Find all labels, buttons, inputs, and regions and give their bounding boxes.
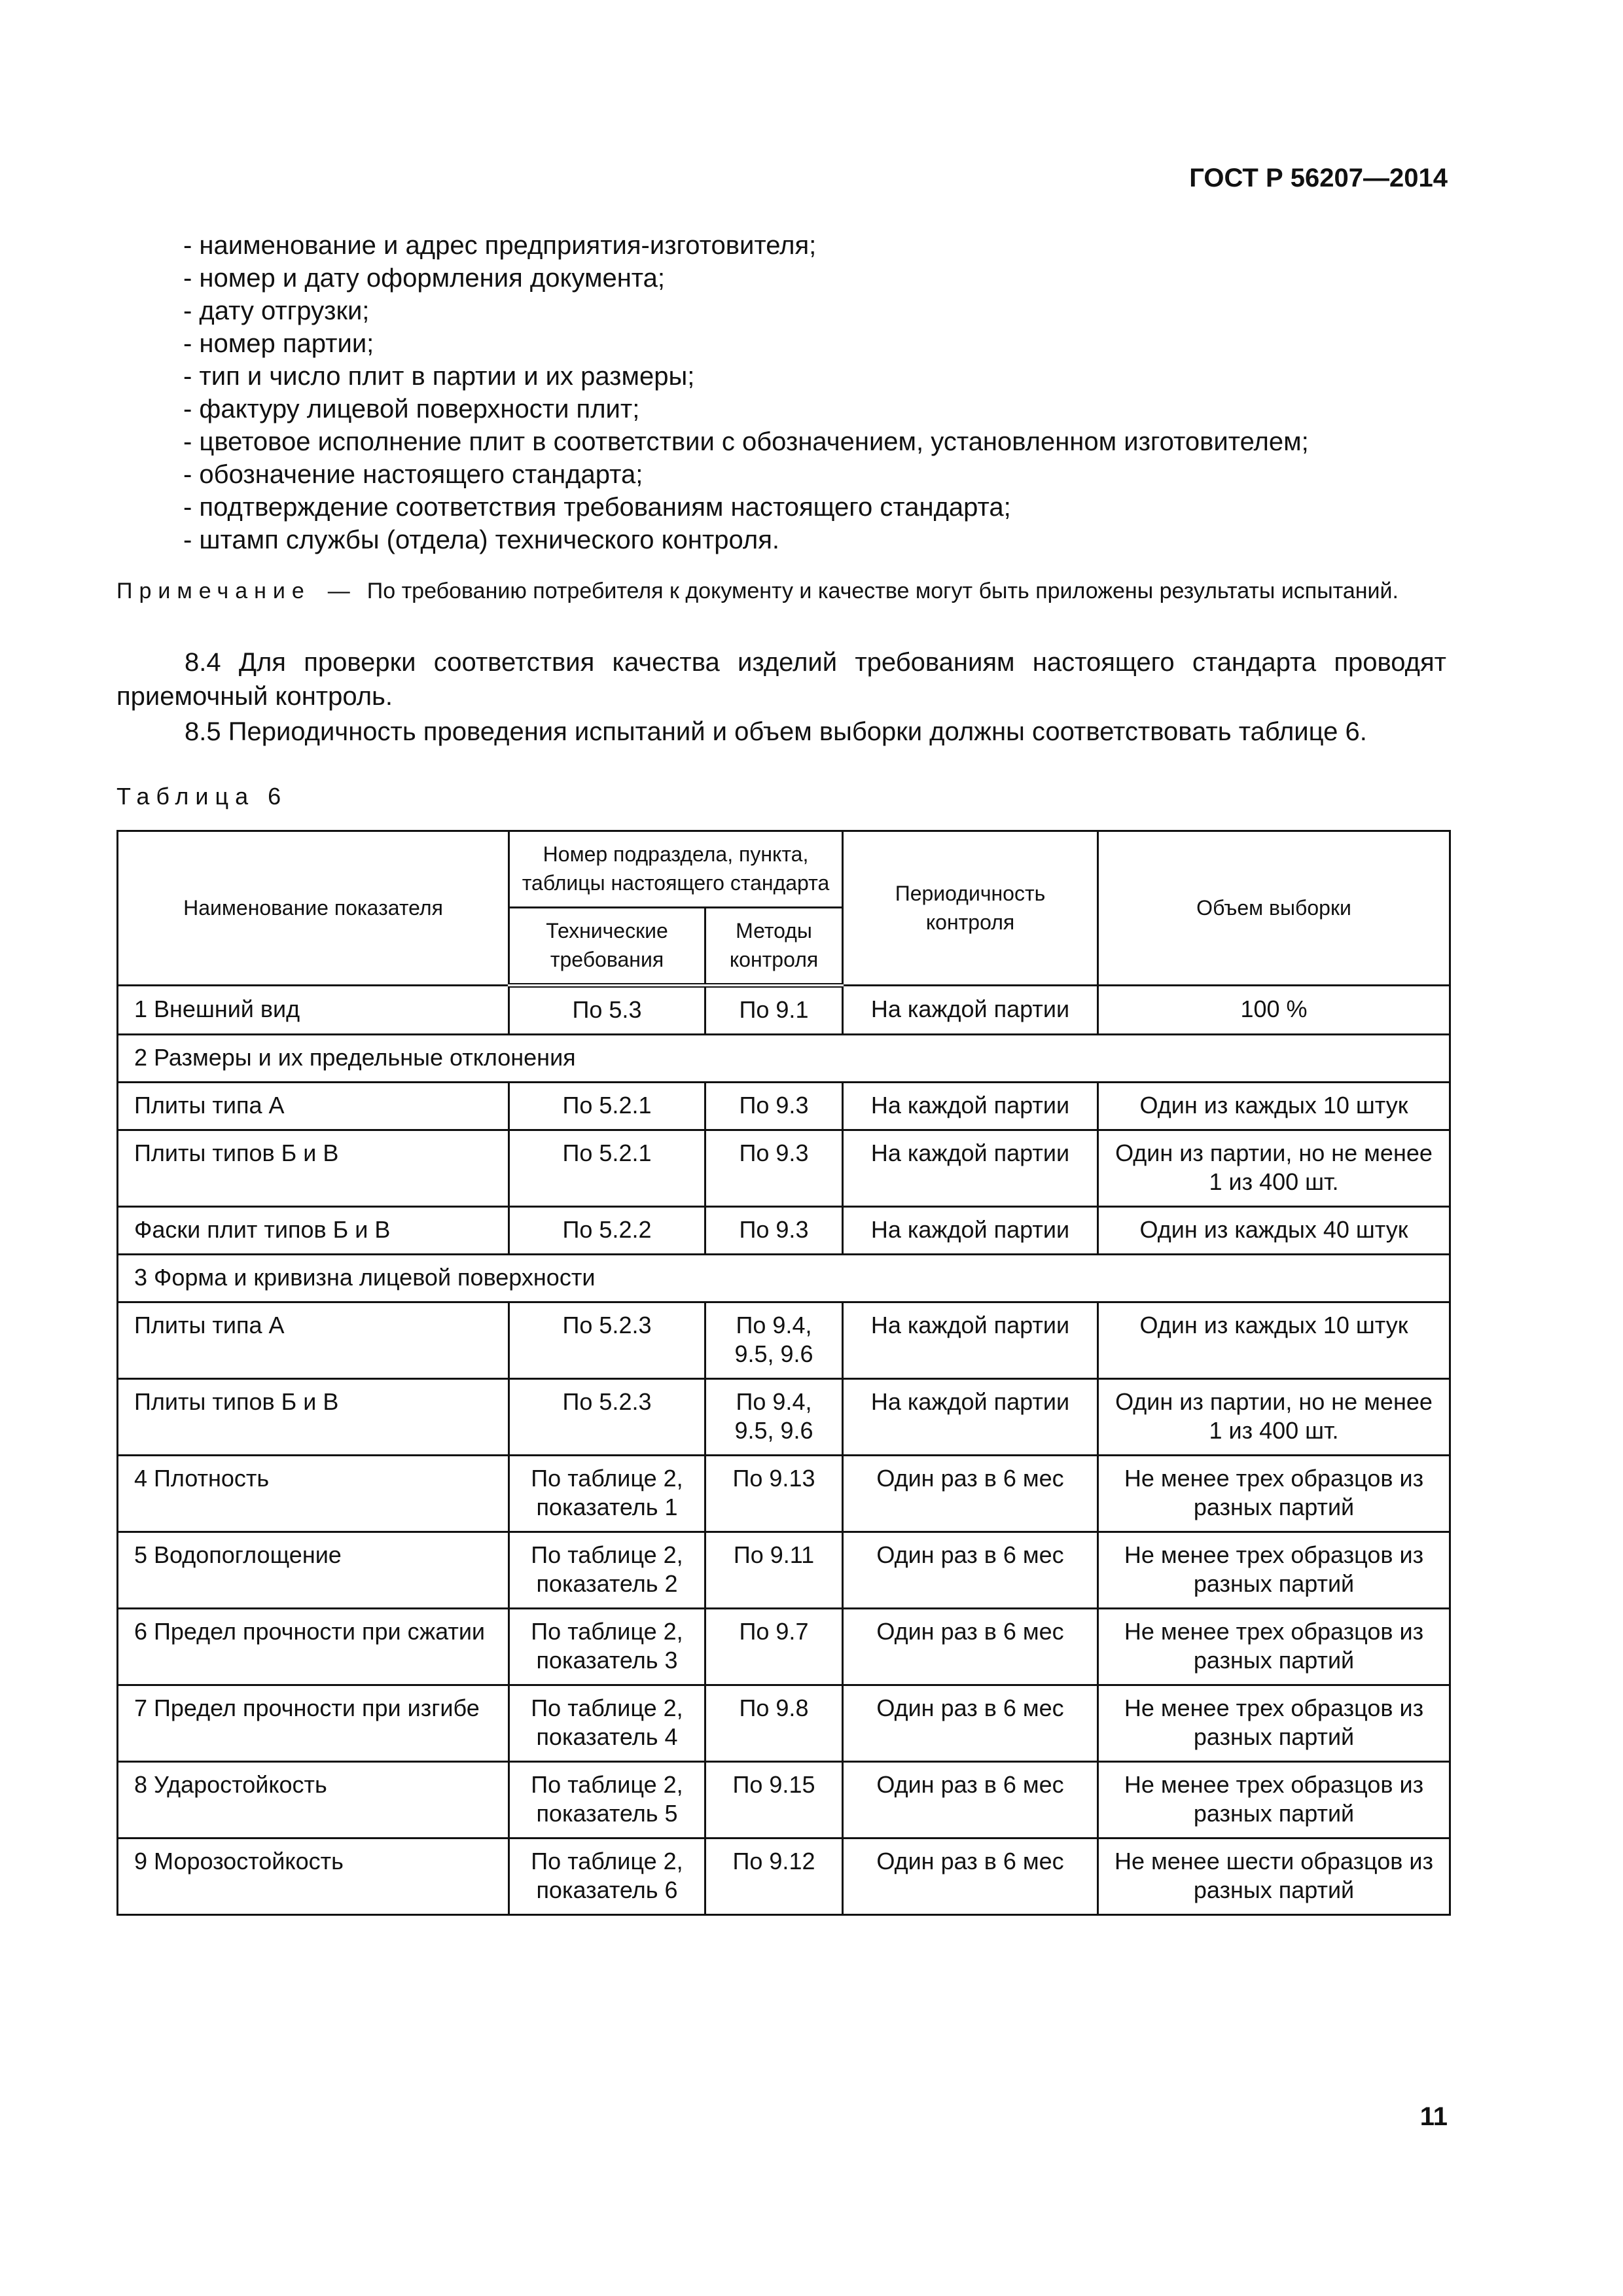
cell-indicator: 7 Предел прочности при изгибе [118, 1685, 509, 1762]
cell-tech: По 5.3 [509, 986, 705, 1035]
cell-method: По 9.1 [705, 986, 843, 1035]
cell-indicator: Плиты типов Б и В [118, 1379, 509, 1456]
cell-indicator: Плиты типа А [118, 1302, 509, 1379]
cell-tech: По таблице 2, показатель 5 [509, 1762, 705, 1839]
cell-period: Один раз в 6 мес [843, 1609, 1098, 1685]
cell-sample: Один из партии, но не менее 1 из 400 шт. [1098, 1379, 1450, 1456]
header-technical-requirements: Технические требования [509, 908, 705, 986]
cell-group-title: 2 Размеры и их предельные отклонения [118, 1035, 1450, 1083]
cell-indicator: Фаски плит типов Б и В [118, 1207, 509, 1255]
cell-tech: По таблице 2, показатель 6 [509, 1839, 705, 1915]
cell-method: По 9.4, 9.5, 9.6 [705, 1302, 843, 1379]
cell-period: На каждой партии [843, 1302, 1098, 1379]
page-number: 11 [1419, 2102, 1448, 2131]
cell-period: Один раз в 6 мес [843, 1685, 1098, 1762]
table-row [118, 1379, 1450, 1456]
cell-indicator: Плиты типов Б и В [118, 1130, 509, 1207]
cell-indicator: 9 Морозостойкость [118, 1839, 509, 1915]
table-row [118, 1302, 1450, 1379]
cell-tech: По 5.2.3 [509, 1379, 705, 1456]
testing-frequency-table [116, 830, 1451, 1916]
table-row [118, 1762, 1450, 1839]
table-row [118, 1685, 1450, 1762]
cell-sample: Не менее трех образцов из разных партий [1098, 1532, 1450, 1609]
cell-indicator: Плиты типа А [118, 1083, 509, 1130]
cell-indicator: 6 Предел прочности при сжатии [118, 1609, 509, 1685]
table-caption: Таблица 6 [116, 783, 288, 810]
cell-period: Один раз в 6 мес [843, 1839, 1098, 1915]
cell-method: По 9.8 [705, 1685, 843, 1762]
cell-period: На каждой партии [843, 1083, 1098, 1130]
cell-tech: По таблице 2, показатель 3 [509, 1609, 705, 1685]
cell-sample: Не менее трех образцов из разных партий [1098, 1609, 1450, 1685]
cell-tech: По 5.2.2 [509, 1207, 705, 1255]
table-row [118, 1839, 1450, 1915]
header-control-methods: Методы контроля [705, 908, 843, 986]
table-group-row [118, 1255, 1450, 1302]
cell-method: По 9.12 [705, 1839, 843, 1915]
cell-method: По 9.13 [705, 1456, 843, 1532]
cell-sample: Один из каждых 40 штук [1098, 1207, 1450, 1255]
note-block [116, 576, 1446, 606]
cell-period: На каждой партии [843, 1130, 1098, 1207]
table-row [118, 1532, 1450, 1609]
cell-period: На каждой партии [843, 1379, 1098, 1456]
list-item: - подтверждение соответствия требованиям настоящего стандарта; [183, 493, 1011, 522]
list-item: - тип и число плит в партии и их размеры; [183, 362, 695, 391]
list-item: - номер партии; [183, 329, 374, 358]
cell-method: По 9.3 [705, 1130, 843, 1207]
header-sample-size: Объем выборки [1098, 831, 1450, 986]
cell-indicator: 1 Внешний вид [118, 986, 509, 1035]
table-row [118, 1456, 1450, 1532]
list-item: - номер и дату оформления документа; [183, 264, 666, 293]
table-row [118, 1609, 1450, 1685]
table-row [118, 1207, 1450, 1255]
cell-indicator: 4 Плотность [118, 1456, 509, 1532]
list-item: - дату отгрузки; [183, 296, 370, 325]
cell-tech: По 5.2.1 [509, 1083, 705, 1130]
cell-indicator: 8 Ударостойкость [118, 1762, 509, 1839]
list-item: - штамп службы (отдела) технического контроля. [183, 526, 779, 554]
cell-method: По 9.4, 9.5, 9.6 [705, 1379, 843, 1456]
cell-period: Один раз в 6 мес [843, 1456, 1098, 1532]
cell-sample: Один из партии, но не менее 1 из 400 шт. [1098, 1130, 1450, 1207]
cell-tech: По таблице 2, показатель 4 [509, 1685, 705, 1762]
document-code: ГОСТ Р 56207—2014 [1189, 164, 1448, 192]
shipping-document-requirements-list [183, 229, 1440, 556]
cell-sample: 100 % [1098, 986, 1450, 1035]
cell-period: На каждой партии [843, 1207, 1098, 1255]
header-frequency: Периодичность контроля [843, 831, 1098, 986]
note-text: По требованию потребителя к документу и качестве могут быть приложены результаты испытаний. [366, 579, 1399, 603]
cell-tech: По таблице 2, показатель 1 [509, 1456, 705, 1532]
header-indicator-name: Наименование показателя [118, 831, 509, 986]
cell-period: Один раз в 6 мес [843, 1762, 1098, 1839]
cell-period: На каждой партии [843, 986, 1098, 1035]
list-item: - цветовое исполнение плит в соответствии с обозначением, установленном изготовителем; [183, 427, 1309, 456]
note-label: Примечание [116, 579, 311, 603]
list-item: - обозначение настоящего стандарта; [183, 460, 643, 489]
cell-group-title: 3 Форма и кривизна лицевой поверхности [118, 1255, 1450, 1302]
cell-indicator: 5 Водопоглощение [118, 1532, 509, 1609]
cell-method: По 9.11 [705, 1532, 843, 1609]
cell-method: По 9.3 [705, 1207, 843, 1255]
paragraph-8-5: 8.5 Периодичность проведения испытаний и объем выборки должны соответствовать таблице 6. [185, 717, 1367, 746]
cell-sample: Один из каждых 10 штук [1098, 1302, 1450, 1379]
table-header-row [118, 831, 1450, 908]
cell-tech: По 5.2.3 [509, 1302, 705, 1379]
paragraph-8-4: 8.4 Для проверки соответствия качества изделий требованиям настоящего стандарта проводят приемочный контроль. [116, 648, 1446, 711]
header-section-number: Номер подраздела, пункта, таблицы настоящего стандарта [509, 831, 843, 908]
cell-period: Один раз в 6 мес [843, 1532, 1098, 1609]
table-group-row [118, 1035, 1450, 1083]
cell-sample: Не менее шести образцов из разных партий [1098, 1839, 1450, 1915]
cell-sample: Не менее трех образцов из разных партий [1098, 1762, 1450, 1839]
cell-sample: Один из каждых 10 штук [1098, 1083, 1450, 1130]
cell-tech: По 5.2.1 [509, 1130, 705, 1207]
table-row [118, 1130, 1450, 1207]
note-dash: — [327, 579, 350, 603]
table-row [118, 1083, 1450, 1130]
cell-method: По 9.3 [705, 1083, 843, 1130]
cell-sample: Не менее трех образцов из разных партий [1098, 1685, 1450, 1762]
cell-method: По 9.7 [705, 1609, 843, 1685]
cell-tech: По таблице 2, показатель 2 [509, 1532, 705, 1609]
list-item: - фактуру лицевой поверхности плит; [183, 395, 640, 423]
table-row [118, 986, 1450, 1035]
list-item: - наименование и адрес предприятия-изготовителя; [183, 231, 817, 260]
cell-sample: Не менее трех образцов из разных партий [1098, 1456, 1450, 1532]
cell-method: По 9.15 [705, 1762, 843, 1839]
